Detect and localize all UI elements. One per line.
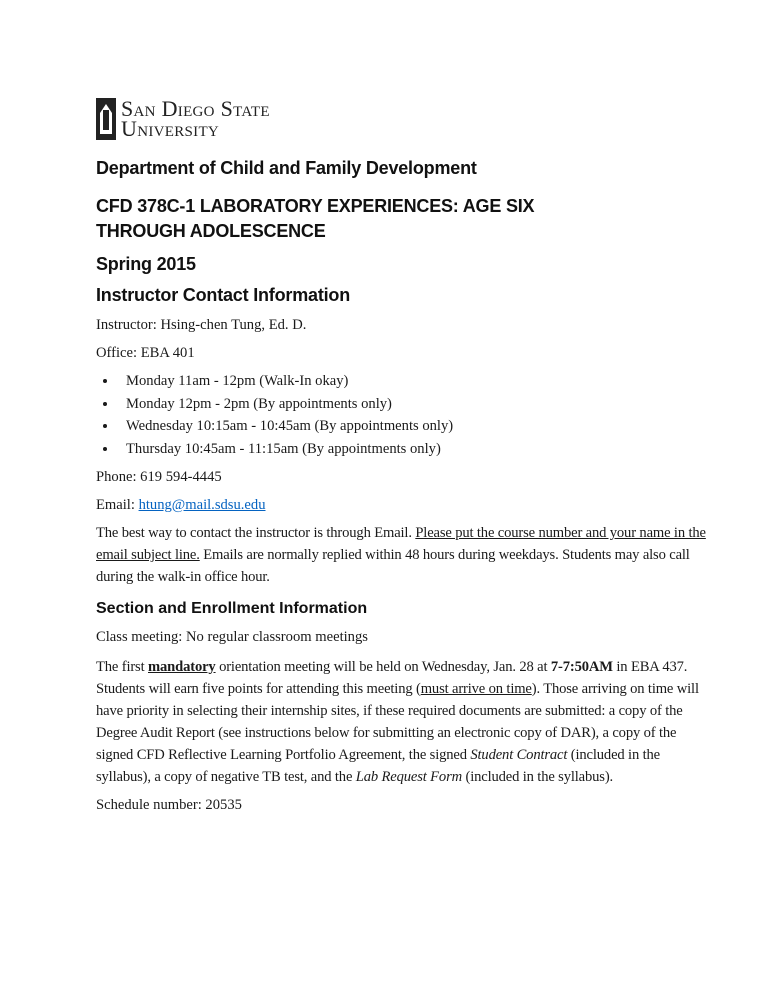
office-hours-list: [96, 370, 706, 460]
logo-wordmark: [121, 96, 270, 141]
term-heading: Spring 2015: [96, 254, 196, 274]
contact-heading: Instructor Contact Information: [96, 285, 350, 305]
contact-note: [96, 522, 706, 588]
text: (included in the syllabus), a copy of negative TB test, and the: [96, 747, 660, 785]
instructor-name: Instructor: Hsing-chen Tung, Ed. D.: [96, 317, 307, 333]
text: orientation meeting will be held on Wednesday, Jan. 28 at: [215, 659, 551, 675]
course-title: CFD 378C-1 LABORATORY EXPERIENCES: AGE SIX THROUGH ADOLESCENCE: [96, 196, 535, 241]
office-hours-item: • Monday 12pm - 2pm (By appointments only): [118, 393, 706, 416]
text: The first: [96, 659, 148, 675]
orientation-paragraph: [96, 656, 706, 788]
university-logo: [96, 96, 706, 142]
section-heading: Section and Enrollment Information: [96, 600, 368, 617]
text: ). Those arriving on time will have priority in selecting their internship sites, if these required documents are submitted: a copy of the Degree Audit Report (see instructions below for submitting an electronic copy of DAR), a copy of the signed CFD Reflective Learning Portfolio Agreement, the signed: [96, 681, 699, 763]
arrive-on-time-emphasis: must arrive on time: [420, 681, 532, 697]
text: in EBA 437. Students will earn five points for attending this meeting (: [96, 659, 688, 697]
logo-line-2: University: [121, 116, 220, 141]
office-hours-item: • Wednesday 10:15am - 10:45am (By appointments only): [118, 415, 706, 438]
class-meeting: Class meeting: No regular classroom meetings: [96, 629, 368, 645]
email-link[interactable]: htung@mail.sdsu.edu: [138, 497, 266, 513]
office-hours-item: • Thursday 10:45am - 11:15am (By appointments only): [118, 438, 706, 461]
contact-note-emphasis: Please put the course number and your name in the email subject line.: [96, 525, 706, 563]
meeting-time: 7-7:50AM: [550, 659, 613, 675]
logo-line-1: San Diego State: [121, 96, 270, 121]
university-seal-icon: [96, 98, 116, 140]
document-page: [96, 96, 706, 822]
phone-number: Phone: 619 594-4445: [96, 469, 222, 485]
mandatory-emphasis: mandatory: [148, 659, 216, 675]
student-contract-ref: Student Contract: [470, 747, 568, 763]
lab-request-form-ref: Lab Request Form: [355, 769, 462, 785]
contact-note-text: Emails are normally replied within 48 hours during weekdays. Students may also call during the walk-in office hour.: [96, 547, 690, 585]
contact-note-text: The best way to contact the instructor is through Email.: [96, 525, 416, 541]
department-heading: Department of Child and Family Development: [96, 158, 477, 178]
schedule-number: Schedule number: 20535: [96, 797, 242, 813]
email-label: Email:: [96, 497, 139, 513]
email-line: [96, 494, 706, 516]
office-location: Office: EBA 401: [96, 345, 195, 361]
office-hours-item: • Monday 11am - 12pm (Walk-In okay): [118, 370, 706, 393]
text: (included in the syllabus).: [462, 769, 614, 785]
